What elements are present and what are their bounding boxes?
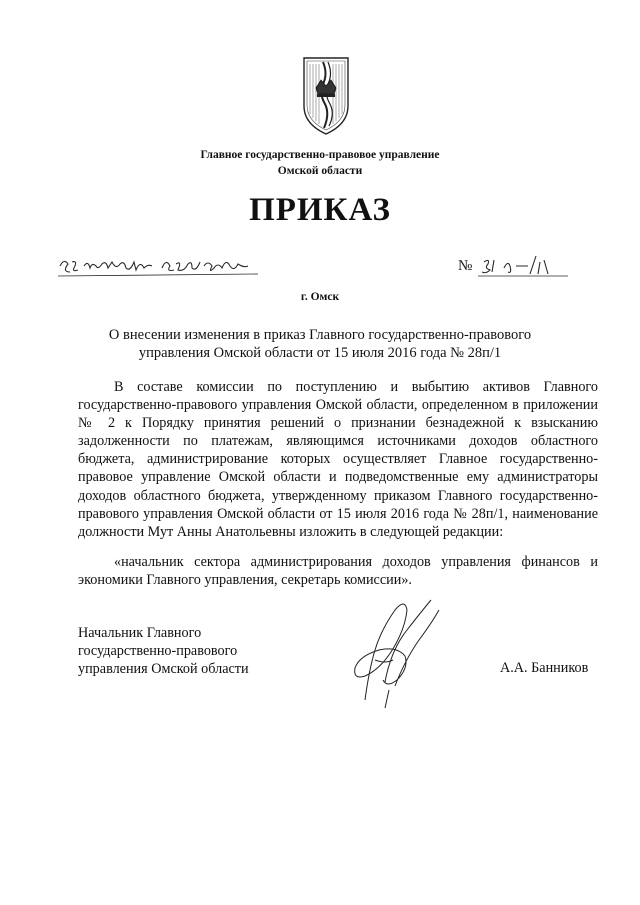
signatory-position-line: управления Омской области [78, 661, 249, 678]
city: г. Омск [300, 291, 340, 303]
handwritten-date [58, 252, 268, 280]
signatory-name: А.А. Банников [500, 660, 589, 676]
org-name-line1: Главное государственно-правовое управление [200, 149, 440, 161]
omsk-coat-of-arms-icon [302, 54, 350, 136]
signatory-position [78, 624, 298, 679]
signatory-position-line: Начальник Главного [78, 625, 202, 641]
signatory-position-line: государственно-правового [78, 643, 238, 660]
org-name-line2: Омской области [277, 165, 363, 177]
body-quote: «начальник сектора администрирования доходов управления финансов и экономики Главного управления, секретарь комиссии». [78, 554, 598, 589]
document-title: ПРИКАЗ [249, 192, 391, 228]
handwritten-signature [335, 590, 445, 715]
number-label: № [458, 258, 473, 274]
body-paragraph: В составе комиссии по поступлению и выбытию активов Главного государственно-правового управления Омской области, определенном в приложении № 2 к Порядку принятия решений о признании безнадежной к взысканию задолженности по платежам, являющимся источниками доходов областного бюджета, администрирование которых осуществляет Главное государственно-правовое управление Омской области и подведомственные ему администраторы доходов областного бюджета, утвержденному приказом Главного государственно-правового управления Омской области от 15 июля 2016 года № 28п/1, наименование должности Мут Анны Анатольевны изложить в следующей редакции: [78, 379, 598, 540]
document-subject: О внесении изменения в приказ Главного государственно-правового управления Омской области от 15 июля 2016 года № 28п/1 [108, 327, 532, 361]
handwritten-number [478, 252, 570, 280]
